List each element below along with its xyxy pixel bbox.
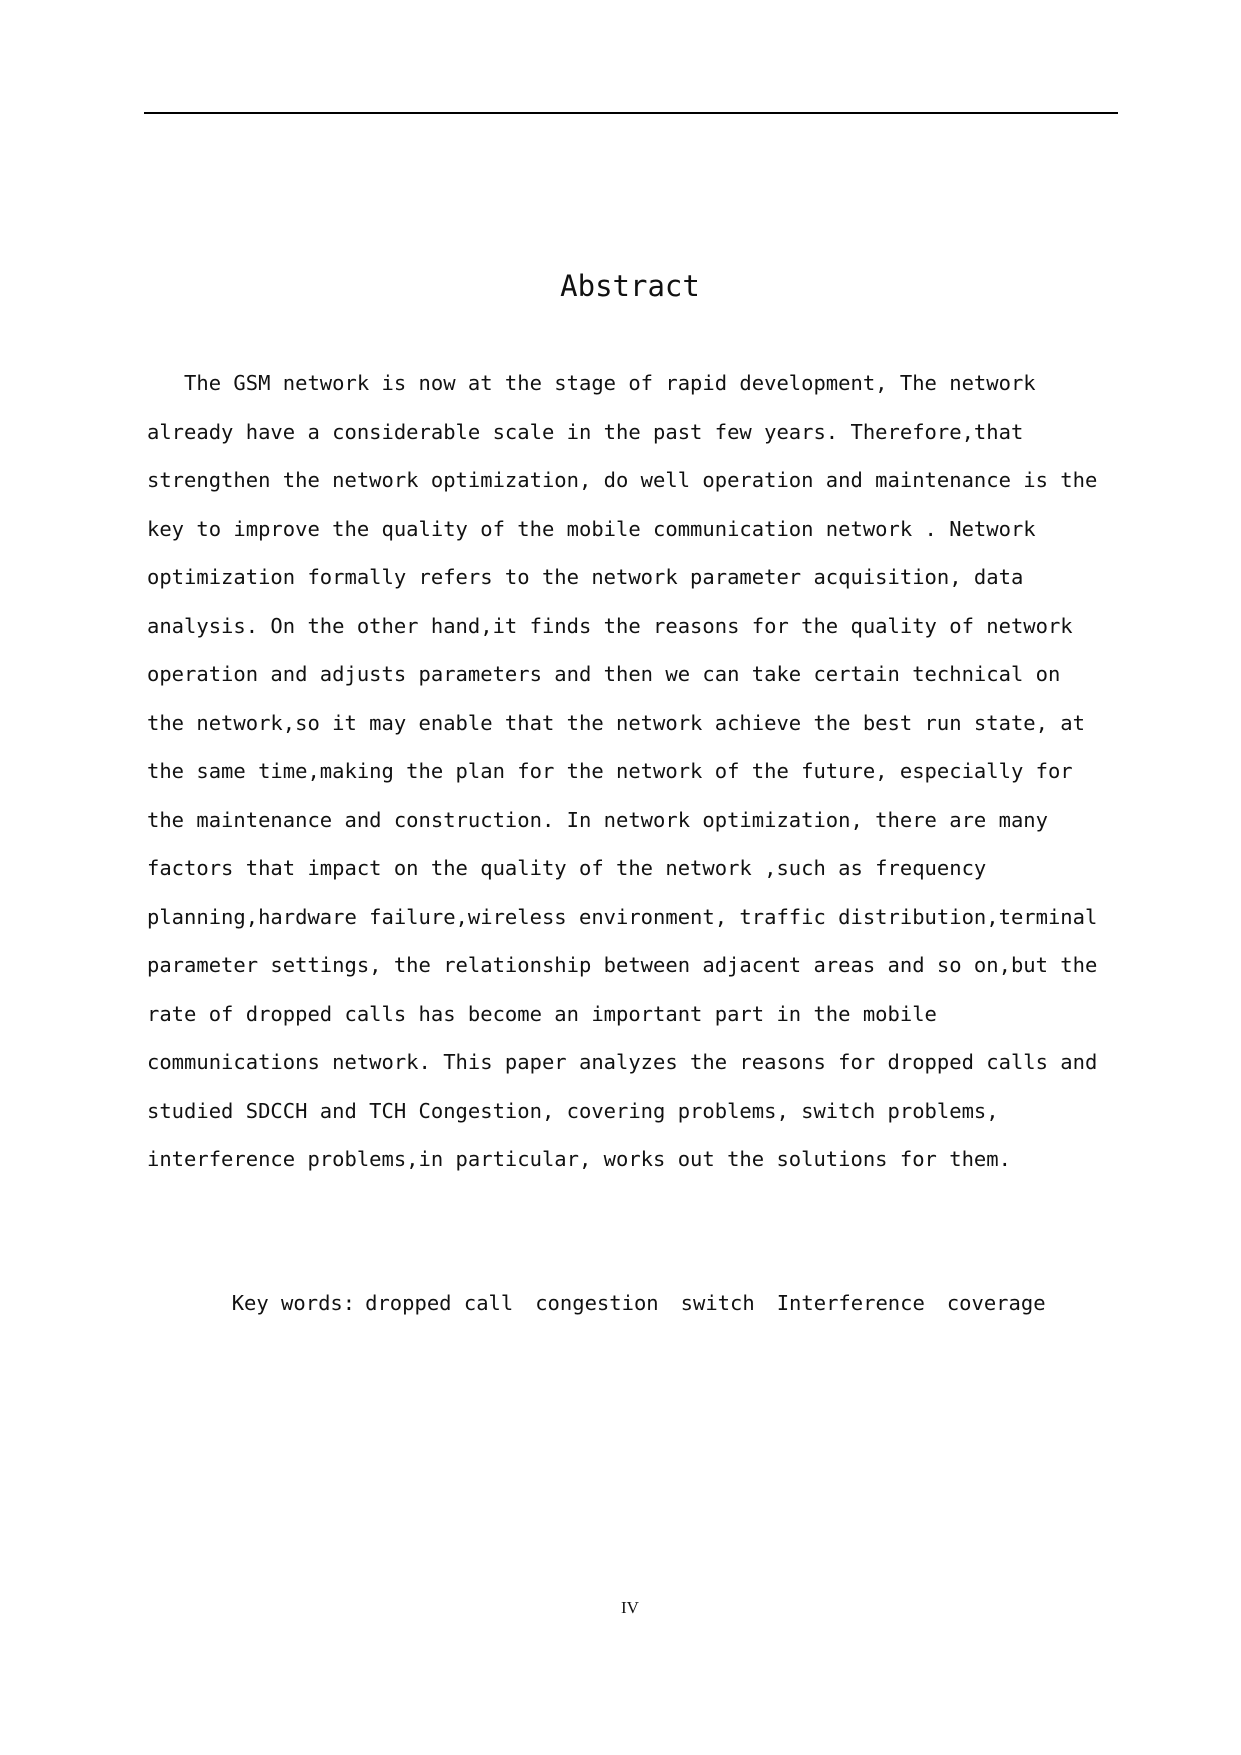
abstract-line: operation and adjusts parameters and then we can take certain technical on	[147, 662, 1061, 686]
abstract-line: the same time,making the plan for the network of the future, especially for	[147, 759, 1073, 783]
abstract-line: planning,hardware failure,wireless environment, traffic distribution,terminal	[147, 904, 1098, 929]
keyword: coverage	[946, 1291, 1046, 1315]
keyword: switch	[680, 1291, 755, 1315]
abstract-line: studied SDCCH and TCH Congestion, covering problems, switch problems,	[147, 1098, 999, 1123]
abstract-line: rate of dropped calls has become an important part in the mobile	[147, 1001, 937, 1026]
abstract-line: factors that impact on the quality of the network ,such as frequency	[147, 856, 987, 880]
abstract-line: The GSM network is now at the stage of rapid development, The network	[147, 371, 1036, 395]
abstract-line: the network,so it may enable that the network achieve the best run state, at	[147, 710, 1085, 735]
abstract-line: analysis. On the other hand,it finds the reasons for the quality of network	[147, 613, 1073, 638]
abstract-line: communications network. This paper analyzes the reasons for dropped calls and	[147, 1050, 1098, 1074]
abstract-body	[147, 359, 1127, 1184]
page-title: Abstract	[560, 269, 700, 303]
page-number: IV	[621, 1598, 639, 1617]
keyword: congestion	[535, 1291, 659, 1315]
abstract-line: strengthen the network optimization, do well operation and maintenance is the	[147, 468, 1098, 492]
keywords	[207, 1231, 1068, 1327]
keyword: Interference	[776, 1291, 925, 1315]
header-rule	[144, 112, 1118, 114]
abstract-line: key to improve the quality of the mobile communication network . Network	[147, 516, 1036, 541]
abstract-line: optimization formally refers to the network parameter acquisition, data	[147, 565, 1024, 589]
keyword: dropped call	[365, 1291, 514, 1315]
abstract-line: the maintenance and construction. In network optimization, there are many	[147, 807, 1048, 832]
abstract-line: interference problems,in particular, works out the solutions for them.	[147, 1147, 1011, 1171]
abstract-line: already have a considerable scale in the past few years. Therefore,that	[147, 419, 1024, 444]
abstract-line: parameter settings, the relationship between adjacent areas and so on,but the	[147, 953, 1098, 977]
keywords-label: Key words:	[231, 1291, 356, 1315]
